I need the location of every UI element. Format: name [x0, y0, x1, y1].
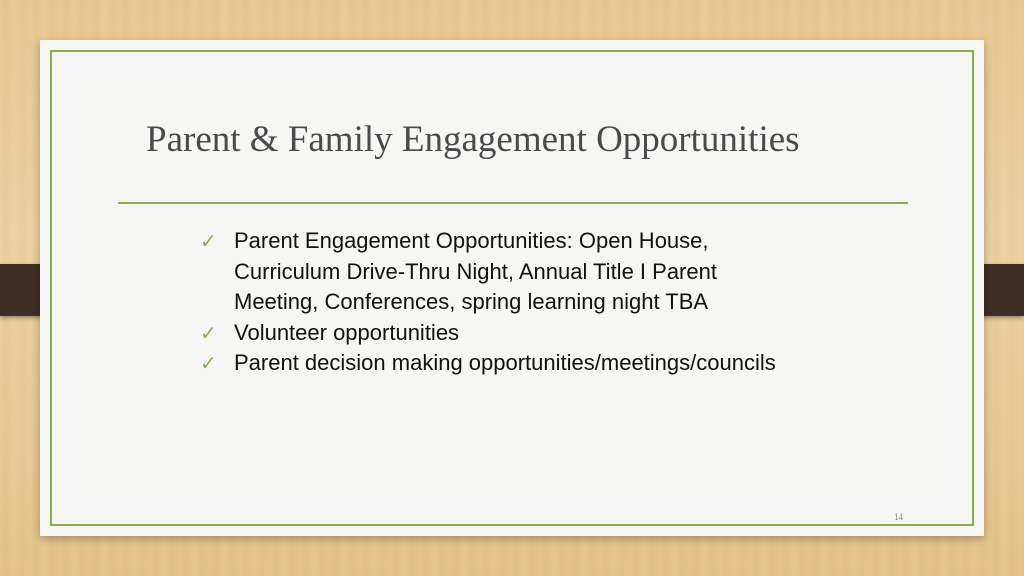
- slide-title: Parent & Family Engagement Opportunities: [146, 119, 800, 160]
- title-divider: [118, 202, 908, 204]
- page-number: 14: [894, 512, 903, 522]
- checkmark-icon: ✓: [200, 351, 217, 375]
- bullet-text: Parent Engagement Opportunities: Open House, Curriculum Drive-Thru Night, Annual Title I Parent Meeting, Conferences, spring learning night TBA: [234, 228, 717, 314]
- slide-card: [40, 40, 984, 536]
- bullet-text: Parent decision making opportunities/meetings/councils: [234, 350, 776, 375]
- checkmark-icon: ✓: [200, 320, 217, 345]
- bullet-item: [200, 226, 800, 318]
- checkmark-icon: ✓: [200, 229, 217, 253]
- bullet-item: [200, 318, 800, 349]
- bullet-list: [200, 226, 800, 379]
- bullet-text: Volunteer opportunities: [234, 319, 460, 345]
- bullet-item: [200, 348, 800, 379]
